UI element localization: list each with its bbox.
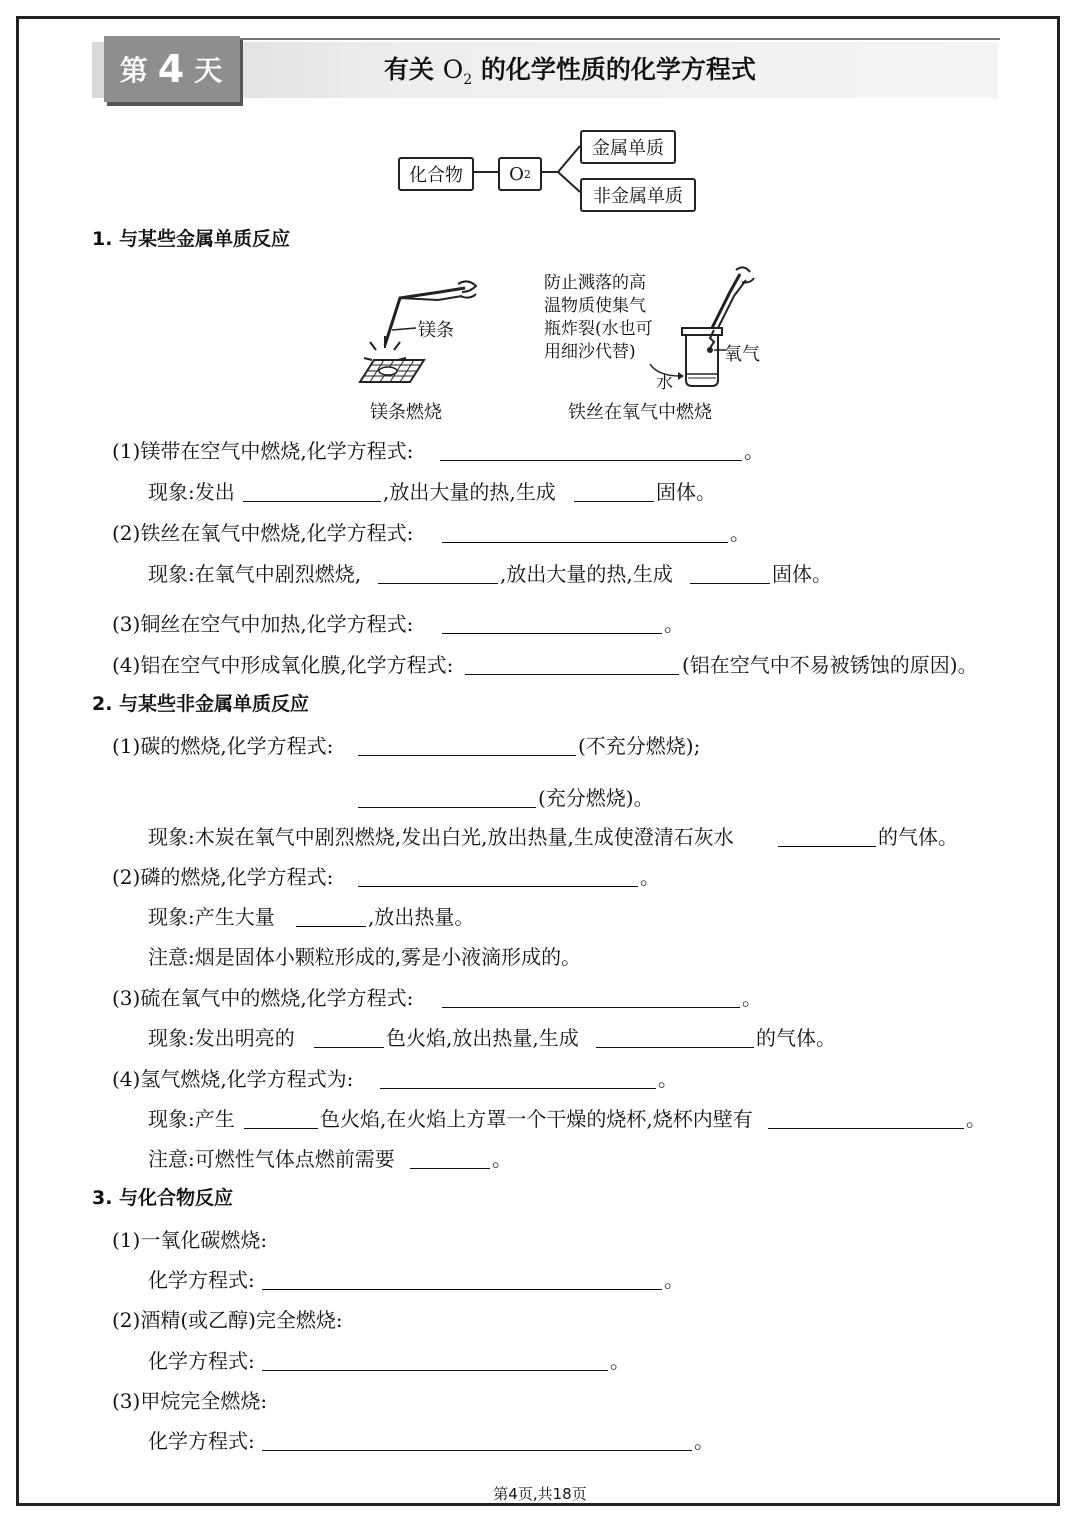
s3-q1-eq-label: 化学方程式: — [148, 1268, 255, 1292]
iron-burning-illustration — [630, 262, 770, 392]
node-metal-label: 金属单质 — [592, 138, 664, 159]
s2-q1-blank-2[interactable] — [358, 807, 536, 808]
s1-q1-phen-b: ,放出大量的热,生成 — [383, 480, 556, 504]
s1-q3: (3)铜丝在空气中加热,化学方程式: — [112, 612, 414, 636]
s1-q1-phen-blank-1[interactable] — [243, 501, 381, 502]
s3-q1-blank[interactable] — [262, 1289, 662, 1290]
day-prefix: 第 — [119, 54, 150, 87]
section1-heading: 1. 与某些金属单质反应 — [92, 228, 291, 250]
concept-connectors — [0, 0, 1080, 230]
s1-q3-end: 。 — [664, 612, 684, 636]
fig1-caption: 镁条燃烧 — [370, 402, 442, 423]
s3-q1: (1)一氧化碳燃烧: — [112, 1228, 268, 1252]
s2-q4-note-blank[interactable] — [410, 1168, 490, 1169]
node-nonmetal-label: 非金属单质 — [593, 186, 683, 207]
s2-q1-phen-blank[interactable] — [778, 846, 876, 847]
s2-q4-note-a: 注意:可燃性气体点燃前需要 — [148, 1147, 395, 1171]
s2-q4-phen-b: 色火焰,在火焰上方罩一个干燥的烧杯,烧杯内壁有 — [320, 1107, 753, 1131]
s1-q3-blank[interactable] — [442, 633, 662, 634]
s1-q2-phen-blank-2[interactable] — [690, 583, 770, 584]
s2-q3-blank[interactable] — [442, 1007, 740, 1008]
s1-q1-phen-a: 现象:发出 — [148, 480, 235, 504]
s2-q4-phen-blank-1[interactable] — [244, 1128, 318, 1129]
s2-q3-phen-b: 色火焰,放出热量,生成 — [386, 1026, 579, 1050]
day-number: 4 — [157, 47, 187, 91]
fig2-water-label: 水 — [656, 373, 673, 393]
fig2-note-line-1: 防止溅落的高 — [544, 273, 646, 293]
s1-q2-end: 。 — [730, 521, 750, 545]
s2-q3-phen-c: 的气体。 — [756, 1026, 836, 1050]
node-oxygen-symbol: O — [509, 163, 524, 185]
s2-q3-end: 。 — [742, 986, 762, 1010]
fig2-note-line-3: 瓶炸裂(水也可 — [544, 319, 653, 339]
s1-q1-end: 。 — [744, 439, 764, 463]
s1-q4-end: (铝在空气中不易被锈蚀的原因)。 — [682, 653, 978, 677]
fig2-note-line-4: 用细沙代替) — [544, 342, 636, 362]
s1-q2-phen-c: 固体。 — [772, 562, 832, 586]
s1-q4-blank[interactable] — [465, 674, 679, 675]
s2-q2-phen-blank[interactable] — [296, 926, 366, 927]
s1-q1-phen-blank-2[interactable] — [574, 501, 654, 502]
s3-q2-end: 。 — [610, 1349, 630, 1373]
title-after: 的化学性质的化学方程式 — [480, 55, 756, 84]
node-compound — [398, 157, 474, 191]
s2-q2-phen-b: ,放出热量。 — [368, 905, 475, 929]
s3-q2-eq-label: 化学方程式: — [148, 1349, 255, 1373]
s2-q1-blank-1[interactable] — [358, 755, 576, 756]
s2-q1-phen-b: 的气体。 — [878, 825, 958, 849]
s1-q1: (1)镁带在空气中燃烧,化学方程式: — [112, 439, 414, 463]
fig2-gas-label: 氧气 — [724, 344, 760, 365]
s3-q2: (2)酒精(或乙醇)完全燃烧: — [112, 1308, 343, 1332]
s3-q1-end: 。 — [664, 1268, 684, 1292]
s1-q2-phen-a: 现象:在氧气中剧烈燃烧, — [148, 562, 362, 586]
s2-q4-phen-blank-2[interactable] — [768, 1128, 964, 1129]
s2-q3-phen-blank-2[interactable] — [596, 1047, 754, 1048]
s1-q2-phen-b: ,放出大量的热,生成 — [500, 562, 673, 586]
title-formula-symbol: O — [442, 55, 464, 84]
title-before: 有关 — [384, 55, 435, 84]
s3-q2-blank[interactable] — [262, 1370, 608, 1371]
node-oxygen — [498, 157, 542, 191]
s2-q3: (3)硫在氧气中的燃烧,化学方程式: — [112, 986, 414, 1010]
node-compound-label: 化合物 — [409, 165, 463, 186]
node-metal — [580, 130, 676, 164]
day-suffix: 天 — [194, 54, 225, 87]
s2-q2-note: 注意:烟是固体小颗粒形成的,雾是小液滴形成的。 — [148, 945, 582, 969]
fig2-caption: 铁丝在氧气中燃烧 — [568, 402, 712, 423]
magnesium-burning-illustration — [340, 270, 490, 400]
section3-heading: 3. 与化合物反应 — [92, 1187, 234, 1209]
s1-q2-blank[interactable] — [442, 542, 728, 543]
s2-q4-end: 。 — [658, 1067, 678, 1091]
s2-q2-end: 。 — [640, 865, 660, 889]
s2-q4-phen-a: 现象:产生 — [148, 1107, 235, 1131]
s1-q4: (4)铝在空气中形成氧化膜,化学方程式: — [112, 653, 454, 677]
s2-q4-phen-c: 。 — [966, 1107, 986, 1131]
fig2-note-line-2: 温物质使集气 — [544, 296, 646, 316]
title-formula-sub: 2 — [463, 72, 473, 88]
s2-q2: (2)磷的燃烧,化学方程式: — [112, 865, 334, 889]
s2-q4-blank[interactable] — [380, 1088, 656, 1089]
node-oxygen-sub: 2 — [523, 167, 531, 181]
s1-q1-phen-c: 固体。 — [656, 480, 716, 504]
s2-q4: (4)氢气燃烧,化学方程式为: — [112, 1067, 354, 1091]
s3-q3-eq-label: 化学方程式: — [148, 1429, 255, 1453]
s2-q2-blank[interactable] — [358, 886, 638, 887]
s3-q3: (3)甲烷完全燃烧: — [112, 1389, 268, 1413]
s3-q3-blank[interactable] — [262, 1450, 692, 1451]
s1-q2: (2)铁丝在氧气中燃烧,化学方程式: — [112, 521, 414, 545]
s2-q1: (1)碳的燃烧,化学方程式: — [112, 734, 334, 758]
s2-q3-phen-blank-1[interactable] — [314, 1047, 384, 1048]
section2-heading: 2. 与某些非金属单质反应 — [92, 693, 310, 715]
page-number: 第4页,共18页 — [493, 1485, 587, 1503]
s2-q1-phen-a: 现象:木炭在氧气中剧烈燃烧,发出白光,放出热量,生成使澄清石灰水 — [148, 825, 734, 849]
s1-q2-phen-blank-1[interactable] — [378, 583, 498, 584]
s3-q3-end: 。 — [694, 1429, 714, 1453]
s2-q3-phen-a: 现象:发出明亮的 — [148, 1026, 295, 1050]
s2-q2-phen-a: 现象:产生大量 — [148, 905, 275, 929]
fig1-label: 镁条 — [418, 320, 454, 341]
s1-q1-blank[interactable] — [440, 460, 742, 461]
s2-q1-incomplete: (不充分燃烧); — [578, 734, 701, 758]
s2-q1-complete: (充分燃烧)。 — [538, 786, 654, 810]
node-nonmetal — [580, 178, 696, 212]
s2-q4-note-b: 。 — [492, 1147, 512, 1171]
